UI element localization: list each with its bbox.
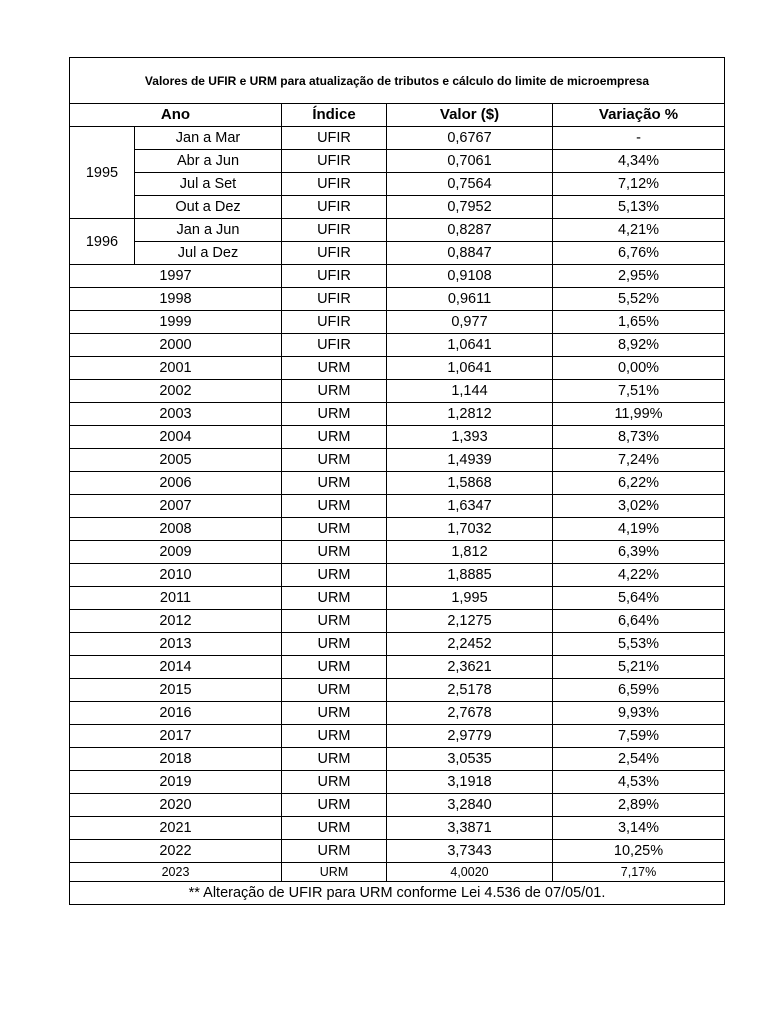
valor-cell: 0,7564	[387, 173, 553, 196]
period-cell: Abr a Jun	[135, 150, 282, 173]
ano-cell: 2008	[70, 518, 282, 541]
valor-cell: 2,3621	[387, 656, 553, 679]
variacao-cell: 8,92%	[553, 334, 725, 357]
table-row	[70, 633, 725, 656]
ano-cell: 2012	[70, 610, 282, 633]
header-valor: Valor ($)	[387, 104, 553, 127]
ano-cell: 2015	[70, 679, 282, 702]
variacao-cell: 5,21%	[553, 656, 725, 679]
ano-cell: 1998	[70, 288, 282, 311]
valor-cell: 3,0535	[387, 748, 553, 771]
variacao-cell: 5,13%	[553, 196, 725, 219]
ano-cell: 2022	[70, 840, 282, 863]
variacao-cell: 8,73%	[553, 426, 725, 449]
ano-cell: 2011	[70, 587, 282, 610]
variacao-cell: 1,65%	[553, 311, 725, 334]
ano-cell: 2016	[70, 702, 282, 725]
table-row	[70, 817, 725, 840]
table-row	[70, 495, 725, 518]
ano-cell: 2019	[70, 771, 282, 794]
indice-cell: URM	[282, 840, 387, 863]
valor-cell: 3,2840	[387, 794, 553, 817]
variacao-cell: 5,53%	[553, 633, 725, 656]
valor-cell: 2,9779	[387, 725, 553, 748]
period-cell: Jul a Dez	[135, 242, 282, 265]
valor-cell: 1,812	[387, 541, 553, 564]
indice-cell: URM	[282, 725, 387, 748]
valor-cell: 0,977	[387, 311, 553, 334]
variacao-cell: 2,54%	[553, 748, 725, 771]
variacao-cell: 6,64%	[553, 610, 725, 633]
table-row	[70, 403, 725, 426]
indice-cell: UFIR	[282, 127, 387, 150]
indice-cell: URM	[282, 541, 387, 564]
variacao-cell: 6,22%	[553, 472, 725, 495]
indice-cell: URM	[282, 863, 387, 882]
ano-cell: 2018	[70, 748, 282, 771]
indice-cell: URM	[282, 564, 387, 587]
valor-cell: 1,7032	[387, 518, 553, 541]
table-row	[70, 679, 725, 702]
note-row	[70, 882, 725, 905]
valor-cell: 3,7343	[387, 840, 553, 863]
ano-cell: 1999	[70, 311, 282, 334]
ano-cell: 2005	[70, 449, 282, 472]
ano-cell: 2003	[70, 403, 282, 426]
valor-cell: 0,7061	[387, 150, 553, 173]
variacao-cell: 4,34%	[553, 150, 725, 173]
variacao-cell: 6,76%	[553, 242, 725, 265]
header-ano: Ano	[70, 104, 282, 127]
indice-cell: URM	[282, 495, 387, 518]
valor-cell: 1,0641	[387, 357, 553, 380]
ano-cell: 2002	[70, 380, 282, 403]
table-row	[70, 357, 725, 380]
table-row	[70, 472, 725, 495]
valor-cell: 1,5868	[387, 472, 553, 495]
ano-cell: 2014	[70, 656, 282, 679]
table-row	[70, 725, 725, 748]
valor-cell: 2,5178	[387, 679, 553, 702]
header-variacao: Variação %	[553, 104, 725, 127]
indice-cell: UFIR	[282, 334, 387, 357]
variacao-cell: 0,00%	[553, 357, 725, 380]
table-row	[70, 840, 725, 863]
ano-cell: 2023	[70, 863, 282, 882]
valor-cell: 2,7678	[387, 702, 553, 725]
footnote: ** Alteração de UFIR para URM conforme Lei 4.536 de 07/05/01.	[70, 882, 725, 905]
ano-cell: 2020	[70, 794, 282, 817]
table-title: Valores de UFIR e URM para atualização de tributos e cálculo do limite de microempresa	[70, 58, 725, 104]
header-indice: Índice	[282, 104, 387, 127]
valor-cell: 0,8847	[387, 242, 553, 265]
table-row	[70, 311, 725, 334]
valor-cell: 1,6347	[387, 495, 553, 518]
table-row	[70, 334, 725, 357]
indice-cell: URM	[282, 679, 387, 702]
variacao-cell: 6,39%	[553, 541, 725, 564]
table-row	[70, 150, 725, 173]
valor-cell: 0,9611	[387, 288, 553, 311]
table-row	[70, 541, 725, 564]
variacao-cell: 9,93%	[553, 702, 725, 725]
indice-cell: UFIR	[282, 173, 387, 196]
period-cell: Jan a Mar	[135, 127, 282, 150]
table-row	[70, 449, 725, 472]
indice-cell: URM	[282, 472, 387, 495]
valor-cell: 0,7952	[387, 196, 553, 219]
indice-cell: URM	[282, 587, 387, 610]
valor-cell: 0,6767	[387, 127, 553, 150]
table-row	[70, 587, 725, 610]
table-row	[70, 656, 725, 679]
year-group-cell: 1996	[70, 219, 135, 265]
variacao-cell: 5,52%	[553, 288, 725, 311]
variacao-cell: 7,51%	[553, 380, 725, 403]
table-row	[70, 748, 725, 771]
period-cell: Out a Dez	[135, 196, 282, 219]
variacao-cell: 4,19%	[553, 518, 725, 541]
indice-cell: URM	[282, 380, 387, 403]
indice-cell: UFIR	[282, 311, 387, 334]
ano-cell: 2017	[70, 725, 282, 748]
indice-cell: URM	[282, 518, 387, 541]
indice-cell: URM	[282, 771, 387, 794]
variacao-cell: 5,64%	[553, 587, 725, 610]
indice-cell: UFIR	[282, 219, 387, 242]
valor-cell: 3,1918	[387, 771, 553, 794]
variacao-cell: 7,24%	[553, 449, 725, 472]
table-row	[70, 288, 725, 311]
variacao-cell: 4,53%	[553, 771, 725, 794]
indice-cell: URM	[282, 610, 387, 633]
table-row	[70, 426, 725, 449]
table-row	[70, 196, 725, 219]
ano-cell: 2001	[70, 357, 282, 380]
table-row	[70, 863, 725, 882]
table-row	[70, 265, 725, 288]
variacao-cell: 4,22%	[553, 564, 725, 587]
indice-cell: UFIR	[282, 196, 387, 219]
variacao-cell: 7,59%	[553, 725, 725, 748]
valor-cell: 0,8287	[387, 219, 553, 242]
variacao-cell: 2,89%	[553, 794, 725, 817]
indice-cell: URM	[282, 656, 387, 679]
variacao-cell: -	[553, 127, 725, 150]
variacao-cell: 2,95%	[553, 265, 725, 288]
valor-cell: 0,9108	[387, 265, 553, 288]
table-row	[70, 610, 725, 633]
indice-cell: UFIR	[282, 265, 387, 288]
variacao-cell: 7,17%	[553, 863, 725, 882]
indice-cell: URM	[282, 794, 387, 817]
values-table	[69, 57, 725, 905]
ano-cell: 2021	[70, 817, 282, 840]
period-cell: Jan a Jun	[135, 219, 282, 242]
ano-cell: 2007	[70, 495, 282, 518]
ano-cell: 1997	[70, 265, 282, 288]
indice-cell: UFIR	[282, 288, 387, 311]
table-row	[70, 380, 725, 403]
table-row	[70, 702, 725, 725]
valor-cell: 1,144	[387, 380, 553, 403]
valor-cell: 3,3871	[387, 817, 553, 840]
indice-cell: URM	[282, 449, 387, 472]
valor-cell: 1,8885	[387, 564, 553, 587]
indice-cell: URM	[282, 702, 387, 725]
indice-cell: URM	[282, 817, 387, 840]
table-row	[70, 564, 725, 587]
indice-cell: URM	[282, 633, 387, 656]
variacao-cell: 10,25%	[553, 840, 725, 863]
table-row	[70, 219, 725, 242]
ano-cell: 2004	[70, 426, 282, 449]
variacao-cell: 11,99%	[553, 403, 725, 426]
valor-cell: 1,2812	[387, 403, 553, 426]
variacao-cell: 6,59%	[553, 679, 725, 702]
indice-cell: URM	[282, 748, 387, 771]
indice-cell: URM	[282, 403, 387, 426]
variacao-cell: 3,02%	[553, 495, 725, 518]
indice-cell: URM	[282, 426, 387, 449]
table-body	[70, 58, 725, 905]
indice-cell: URM	[282, 357, 387, 380]
valor-cell: 1,995	[387, 587, 553, 610]
variacao-cell: 7,12%	[553, 173, 725, 196]
ano-cell: 2000	[70, 334, 282, 357]
header-row	[70, 104, 725, 127]
table-row	[70, 518, 725, 541]
table-row	[70, 242, 725, 265]
valor-cell: 4,0020	[387, 863, 553, 882]
ano-cell: 2010	[70, 564, 282, 587]
title-row	[70, 58, 725, 104]
table-row	[70, 127, 725, 150]
year-group-cell: 1995	[70, 127, 135, 219]
ano-cell: 2006	[70, 472, 282, 495]
valor-cell: 1,0641	[387, 334, 553, 357]
indice-cell: UFIR	[282, 150, 387, 173]
variacao-cell: 4,21%	[553, 219, 725, 242]
valor-cell: 1,393	[387, 426, 553, 449]
valor-cell: 2,1275	[387, 610, 553, 633]
table-row	[70, 771, 725, 794]
valor-cell: 1,4939	[387, 449, 553, 472]
table-row	[70, 794, 725, 817]
variacao-cell: 3,14%	[553, 817, 725, 840]
period-cell: Jul a Set	[135, 173, 282, 196]
table-row	[70, 173, 725, 196]
indice-cell: UFIR	[282, 242, 387, 265]
ano-cell: 2013	[70, 633, 282, 656]
valor-cell: 2,2452	[387, 633, 553, 656]
ano-cell: 2009	[70, 541, 282, 564]
